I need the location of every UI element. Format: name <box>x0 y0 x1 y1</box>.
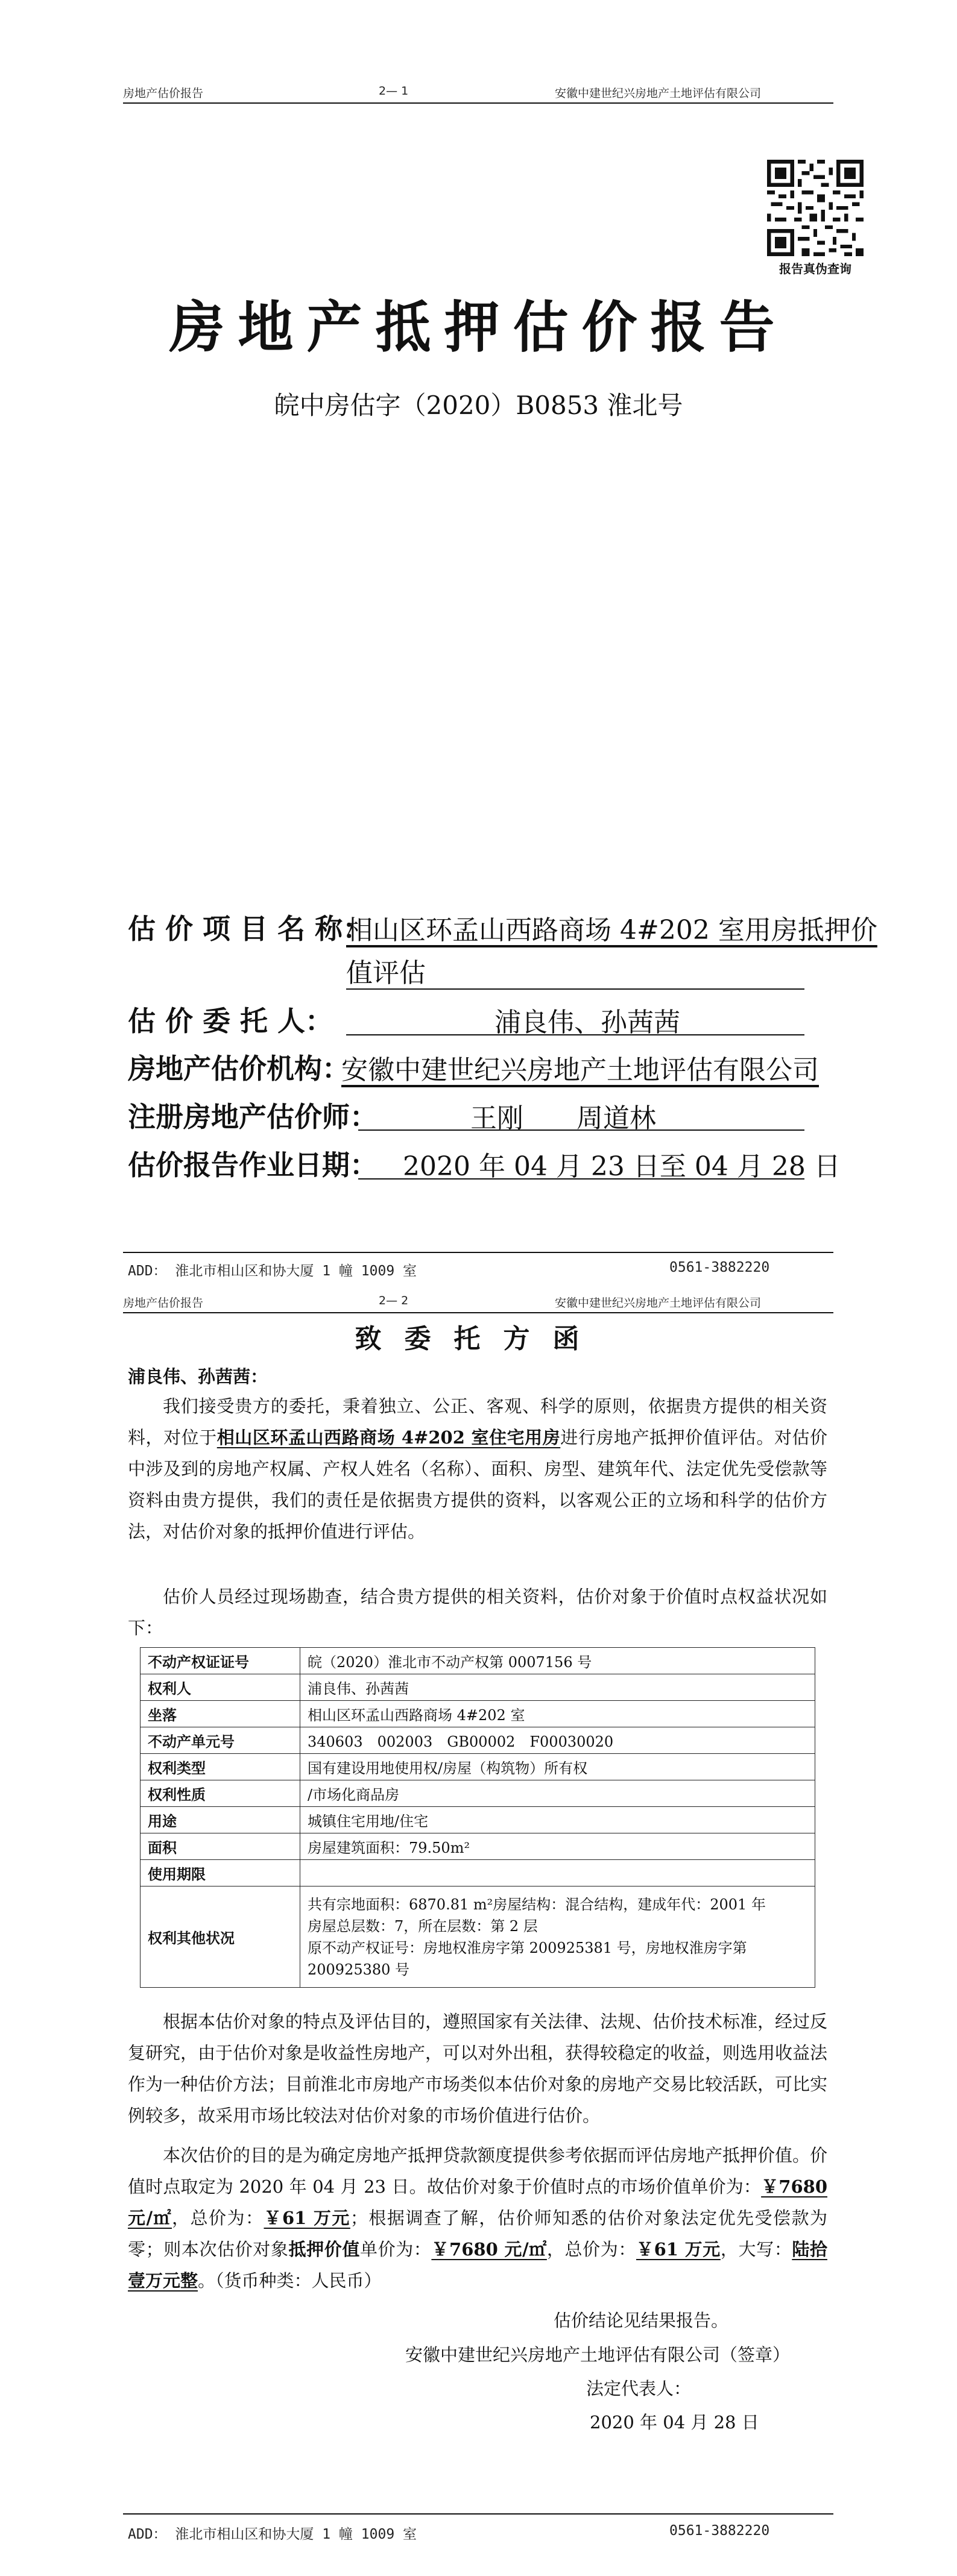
table-key: 使用期限 <box>141 1860 300 1886</box>
company-seal-line: 安徽中建世纪兴房地产土地评估有限公司（签章） <box>405 2345 791 2365</box>
page1-footer-address: ADD： 淮北市相山区和协大厦 1 幢 1009 室 <box>128 1263 417 1279</box>
paragraph-intro-c: 进行房地产抵押价值评估。对估价中涉及到的房地产权属、产权人姓名（名称）、面积、房型、建筑年代、法定优先受偿款等资料由贵方提供，我们的责任是依据贵方提供的资料，以客观公正的立场和科学的估价方法，对估价对象的抵押价值进行评估。 <box>128 1427 827 1542</box>
table-row <box>141 1701 815 1727</box>
subject-property: 相山区环孟山西路商场 4#202 室住宅用房 <box>216 1427 561 1448</box>
table-value-line: 原不动产权证号：房地权淮房字第 200925381 号，房地权淮房字第 <box>308 1939 747 1956</box>
amount-in-words: 陆拾壹万元整 <box>128 2239 827 2291</box>
table-value: 皖（2020）淮北市不动产权第 0007156 号 <box>300 1648 815 1674</box>
letter-date: 2020 年 04 月 28 日 <box>590 2412 759 2433</box>
paragraph-result-e: 单价为： <box>359 2239 432 2260</box>
rights-table <box>140 1647 815 1988</box>
table-value-other <box>300 1886 815 1988</box>
page2-header-right: 安徽中建世纪兴房地产土地评估有限公司 <box>555 1296 762 1310</box>
paragraph-result <box>128 2140 827 2296</box>
closing-note: 估价结论见结果报告。 <box>554 2310 729 2331</box>
table-row <box>141 1780 815 1807</box>
paragraph-intro <box>128 1390 827 1547</box>
field-value-appraisers: 王刚 周道林 <box>470 1103 656 1134</box>
table-value <box>300 1860 815 1886</box>
paragraph-result-a: 本次估价的目的是为确定房地产抵押贷款额度提供参考依据而评估房地产抵押价值。价值时点取定为 2020 年 04 月 23 日。故估价对象于价值时点的市场价值单价为： <box>128 2145 828 2197</box>
page1-footer-rule <box>123 1252 833 1253</box>
table-key: 不动产权证证号 <box>141 1648 300 1674</box>
table-value-line: 200925380 号 <box>308 1961 410 1978</box>
field-value-client: 浦良伟、孙茜茜 <box>494 1007 680 1038</box>
table-value: /市场化商品房 <box>300 1780 815 1807</box>
table-key: 面积 <box>141 1833 300 1860</box>
table-row <box>141 1648 815 1674</box>
table-value: 340603 002003 GB00002 F00030020 <box>300 1727 815 1754</box>
legal-rep-label: 法定代表人： <box>586 2378 692 2399</box>
table-row <box>141 1860 815 1886</box>
table-value: 相山区环孟山西路商场 4#202 室 <box>300 1701 815 1727</box>
table-key: 权利性质 <box>141 1780 300 1807</box>
field-label-project-name: 估 价 项 目 名 称： <box>128 913 371 945</box>
table-row <box>141 1674 815 1701</box>
table-key: 权利人 <box>141 1674 300 1701</box>
mortgage-value-label: 抵押价值 <box>288 2239 360 2260</box>
page2-header-left: 房地产估价报告 <box>123 1296 204 1310</box>
paragraph-rights-intro: 估价人员经过现场勘查，结合贵方提供的相关资料，估价对象于价值时点权益状况如下： <box>128 1586 827 1638</box>
field-label-work-date: 估价报告作业日期： <box>128 1149 377 1181</box>
field-label-client: 估 价 委 托 人： <box>128 1005 333 1037</box>
unit-price: ￥7680 元/㎡ <box>128 2176 827 2228</box>
mortgage-total-price: ￥61 万元 <box>636 2239 721 2260</box>
letter-title: 致委托方函 <box>355 1324 602 1354</box>
paragraph-intro-a: 我们接受贵方的委托，秉着独立、公正、客观、科学的原则，依据贵方提供的相关资料，对位于 <box>128 1396 827 1448</box>
table-key: 权利其他状况 <box>141 1886 300 1988</box>
page2-footer-phone: 0561-3882220 <box>669 2523 770 2539</box>
paragraph-result-b: ，总价为： <box>172 2208 264 2228</box>
field-value-project-name-cont: 值评估 <box>346 958 426 988</box>
page1-header-rule <box>123 102 833 104</box>
table-row <box>141 1807 815 1833</box>
table-key: 坐落 <box>141 1701 300 1727</box>
paragraph-method: 根据本估价对象的特点及评估目的，遵照国家有关法律、法规、估价技术标准，经过反复研究，由于估价对象是收益性房地产，可以对外出租，获得较稳定的收益，则选用收益法作为一种估价方法；目前淮北市房地产市场类似本估价对象的房地产交易比较活跃，可比实例较多，故采用市场比较法对估价对象的市场价值进行估价。 <box>128 2011 828 2126</box>
page2-header-page-number: 2— 2 <box>379 1294 409 1307</box>
qr-caption: 报告真伪查询 <box>779 262 851 276</box>
table-value: 国有建设用地使用权/房屋（构筑物）所有权 <box>300 1754 815 1780</box>
field-value-project-name: 相山区环孟山西路商场 4#202 室用房抵押价 <box>346 915 877 946</box>
report-title: 房地产抵押估价报告 <box>169 295 788 360</box>
table-row <box>141 1727 815 1754</box>
mortgage-unit-price: ￥7680 元/㎡ <box>431 2239 547 2260</box>
report-number: 皖中房估字（2020）B0853 淮北号 <box>274 391 683 420</box>
table-key: 权利类型 <box>141 1754 300 1780</box>
paragraph-result-c: ；根据调查了解，估价师知悉的估价对象法定优先受偿款为零；则本次估价对象 <box>128 2208 827 2260</box>
page2-header-rule <box>123 1312 833 1313</box>
paragraph-result-f: ，总价为： <box>546 2239 636 2260</box>
field-value-agency: 安徽中建世纪兴房地产土地评估有限公司 <box>341 1055 819 1085</box>
table-value: 房屋建筑面积：79.50m² <box>300 1833 815 1860</box>
page1-header-page-number: 2— 1 <box>379 84 409 98</box>
table-row <box>141 1886 815 1988</box>
page2-footer-address: ADD： 淮北市相山区和协大厦 1 幢 1009 室 <box>128 2527 417 2542</box>
field-label-agency: 房地产估价机构： <box>128 1052 350 1085</box>
page1-footer-phone: 0561-3882220 <box>669 1260 770 1275</box>
paragraph-result-g: ，大写： <box>720 2239 792 2260</box>
table-value-line: 共有宗地面积：6870.81 m²房屋结构：混合结构，建成年代：2001 年 <box>308 1896 766 1913</box>
table-value-line: 房屋总层数：7，所在层数：第 2 层 <box>308 1917 538 1935</box>
table-key: 不动产单元号 <box>141 1727 300 1754</box>
field-underline <box>346 988 804 990</box>
table-key: 用途 <box>141 1807 300 1833</box>
table-row <box>141 1833 815 1860</box>
table-value: 浦良伟、孙茜茜 <box>300 1674 815 1701</box>
table-value: 城镇住宅用地/住宅 <box>300 1807 815 1833</box>
field-underline <box>358 1129 804 1131</box>
total-price: ￥61 万元 <box>264 2208 350 2228</box>
field-underline <box>346 1034 804 1035</box>
page1-header-right: 安徽中建世纪兴房地产土地评估有限公司 <box>555 87 762 100</box>
field-underline <box>358 1178 804 1180</box>
field-label-appraisers: 注册房地产估价师： <box>128 1101 377 1133</box>
page2-footer-rule <box>123 2513 833 2515</box>
field-value-work-date: 2020 年 04 月 23 日至 04 月 28 日 <box>403 1151 841 1182</box>
qr-code-icon[interactable] <box>767 160 864 256</box>
letter-addressee: 浦良伟、孙茜茜： <box>128 1366 268 1387</box>
page1-header-left: 房地产估价报告 <box>123 87 204 100</box>
paragraph-result-h: 。（货币种类：人民币） <box>198 2270 382 2291</box>
table-row <box>141 1754 815 1780</box>
